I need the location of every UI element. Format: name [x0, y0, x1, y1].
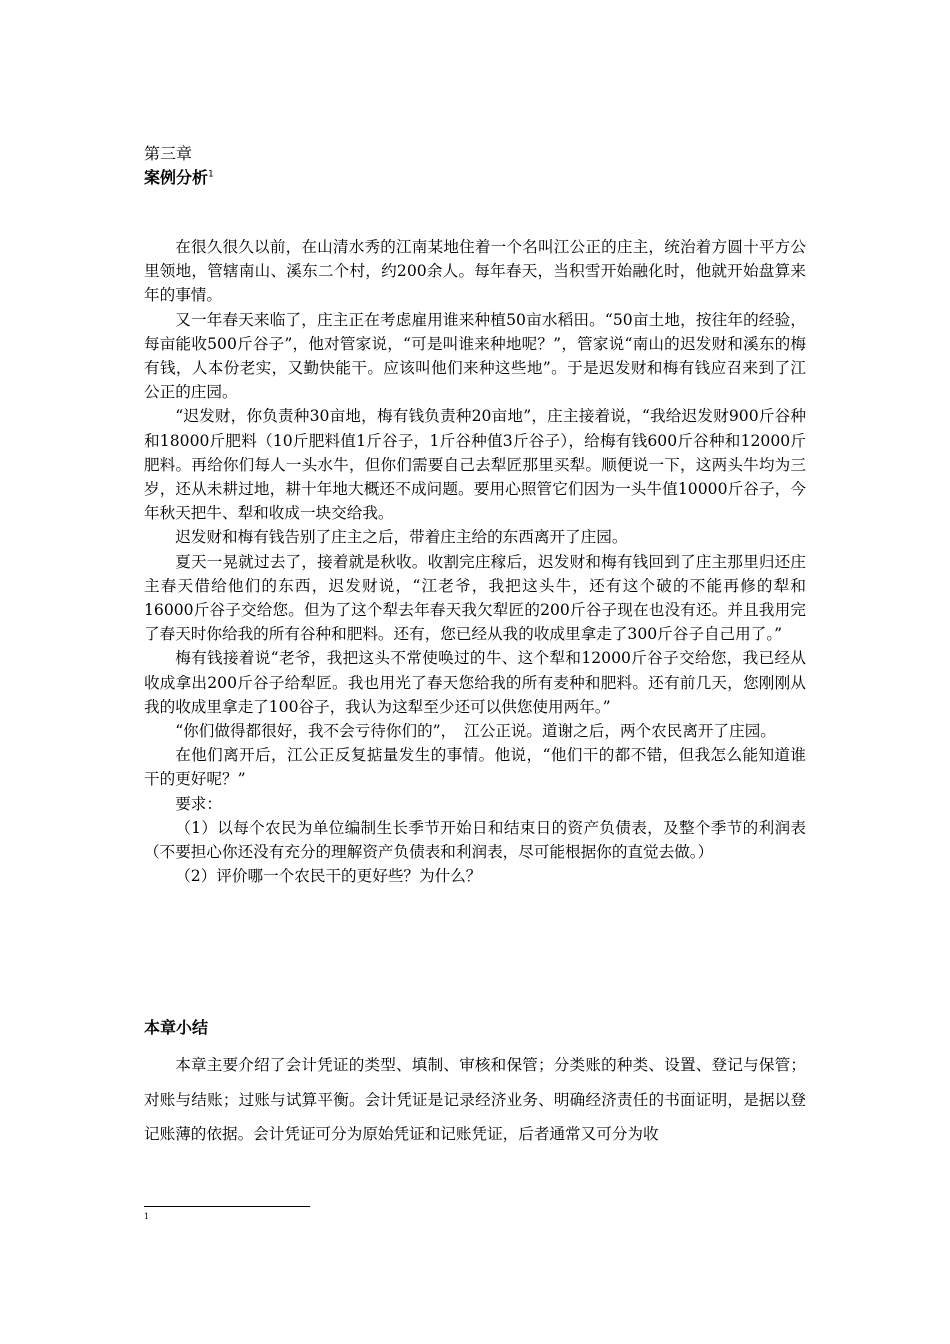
- footnote-number: 1: [144, 1212, 150, 1221]
- case-analysis-title: 案例分析: [144, 168, 209, 187]
- requirement-item: （1）以每个农民为单位编制生长季节开始日和结束日的资产负债表，及整个季节的利润表（不要担心你还没有充分的理解资产负债表和利润表，尽可能根据你的直觉去做。）: [144, 818, 806, 862]
- case-paragraph: “迟发财，你负责种30亩地，梅有钱负责种20亩地”，庄主接着说，“我给迟发财900斤谷种和18000斤肥料（10斤肥料值1斤谷子，1斤谷种值3斤谷子），给梅有钱600斤谷种和12000斤肥料。再给你们每人一头水牛，但你们需要自己去犁匠那里买犁。顺便说一下，这两头牛均为三岁，还从未耕过地，耕十年地大概还不成问题。要用心照管它们因为一头牛值10000斤谷子，今年秋天把牛、犁和收成一块交给我。: [144, 407, 806, 523]
- case-paragraph: “你们做得都很好，我不会亏待你们的”， 江公正说。道谢之后，两个农民离开了庄园。: [175, 722, 776, 741]
- case-body: [144, 235, 806, 888]
- case-paragraph: 在很久很久以前，在山清水秀的江南某地住着一个名叫江公正的庄主，统治着方圆十平方公里领地，管辖南山、溪东二个村，约200余人。每年春天，当积雪开始融化时，他就开始盘算来年的事情。: [144, 238, 806, 305]
- chapter-summary-text: 本章主要介绍了会计凭证的类型、填制、审核和保管；分类账的种类、设置、登记与保管；对账与结账；过账与试算平衡。会计凭证是记录经济业务、明确经济责任的书面证明，是据以登记账薄的依据。会计凭证可分为原始凭证和记账凭证，后者通常又可分为收: [144, 1056, 806, 1143]
- case-paragraph: 夏天一晃就过去了，接着就是秋收。收割完庄稼后，迟发财和梅有钱回到了庄主那里归还庄主春天借给他们的东西，迟发财说，“江老爷，我把这头牛，还有这个破的不能再修的犁和16000斤谷子交给您。但为了这个犁去年春天我欠犁匠的200斤谷子现在也没有还。并且我用完了春天时你给我的所有谷种和肥料。还有，您已经从我的收成里拿走了300斤谷子自己用了。”: [144, 552, 806, 644]
- case-analysis-heading: [144, 168, 214, 188]
- case-paragraph: 梅有钱接着说“老爷，我把这头不常使唤过的牛、这个犁和12000斤谷子交给您，我已经从收成拿出200斤谷子给犁匠。我也用光了春天您给我的所有麦种和肥料。还有前几天，您刚刚从我的收成里拿走了100谷子，我认为这犁至少还可以供您使用两年。”: [144, 649, 806, 716]
- case-paragraph: 在他们离开后，江公正反复掂量发生的事情。他说，“他们干的都不错，但我怎么能知道谁干的更好呢？”: [144, 746, 806, 789]
- chapter-label: 第三章: [144, 144, 193, 163]
- requirements-heading: 要求：: [175, 794, 222, 813]
- footnote-reference: 1: [208, 169, 214, 180]
- chapter-summary-title: 本章小结: [144, 1018, 209, 1037]
- case-paragraph: 迟发财和梅有钱告别了庄主之后，带着庄主给的东西离开了庄园。: [175, 528, 628, 547]
- footnote-separator: [144, 1206, 310, 1207]
- case-paragraph: 又一年春天来临了，庄主正在考虑雇用谁来种植50亩水稻田。“50亩土地，按往年的经验，每亩能收500斤谷子”，他对管家说，“可是叫谁来种地呢？”，管家说“南山的迟发财和溪东的梅有钱，人本份老实，又勤快能干。应该叫他们来种这些地”。于是迟发财和梅有钱应召来到了江公正的庄园。: [144, 310, 806, 402]
- requirement-item: （2）评价哪一个农民干的更好些？为什么？: [175, 867, 482, 886]
